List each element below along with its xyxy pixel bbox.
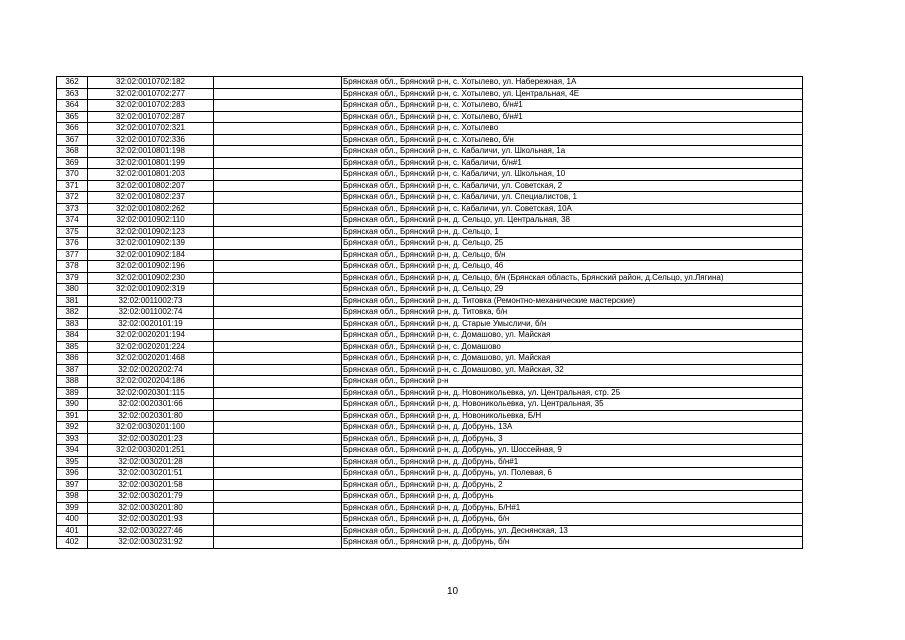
table-row — [57, 307, 803, 319]
empty-cell — [214, 295, 342, 307]
address-cell: Брянская обл., Брянский р-н, д. Титовка (Ремонтно-механические мастерские) — [342, 295, 803, 307]
address-cell: Брянская обл., Брянский р-н, с. Домашово, ул. Майская — [342, 330, 803, 342]
cadastral-number-cell: 32:02:0020202:74 — [88, 364, 214, 376]
table-row — [57, 468, 803, 480]
empty-cell — [214, 456, 342, 468]
empty-cell — [214, 77, 342, 89]
address-cell: Брянская обл., Брянский р-н, д. Старые Умысличи, б/н — [342, 318, 803, 330]
row-number-cell: 401 — [57, 525, 88, 537]
empty-cell — [214, 284, 342, 296]
empty-cell — [214, 157, 342, 169]
cadastral-number-cell: 32:02:0010702:283 — [88, 100, 214, 112]
cadastral-number-cell: 32:02:0010801:198 — [88, 146, 214, 158]
address-cell: Брянская обл., Брянский р-н, с. Домашово, ул. Майская — [342, 353, 803, 365]
cadastral-number-cell: 32:02:0010801:203 — [88, 169, 214, 181]
empty-cell — [214, 192, 342, 204]
empty-cell — [214, 341, 342, 353]
table-row — [57, 261, 803, 273]
cadastral-number-cell: 32:02:0030201:93 — [88, 514, 214, 526]
row-number-cell: 389 — [57, 387, 88, 399]
address-cell: Брянская обл., Брянский р-н, д. Добрунь, ул. Деснянская, 13 — [342, 525, 803, 537]
empty-cell — [214, 364, 342, 376]
cadastral-number-cell: 32:02:0010902:196 — [88, 261, 214, 273]
row-number-cell: 370 — [57, 169, 88, 181]
cadastral-number-cell: 32:02:0010802:207 — [88, 180, 214, 192]
cadastral-number-cell: 32:02:0020204:186 — [88, 376, 214, 388]
table-row — [57, 456, 803, 468]
table-row — [57, 330, 803, 342]
table-row — [57, 169, 803, 181]
address-cell: Брянская обл., Брянский р-н, д. Добрунь, ул. Шоссейная, 9 — [342, 445, 803, 457]
empty-cell — [214, 514, 342, 526]
empty-cell — [214, 387, 342, 399]
table-row — [57, 491, 803, 503]
cadastral-number-cell: 32:02:0020301:115 — [88, 387, 214, 399]
empty-cell — [214, 249, 342, 261]
cadastral-number-cell: 32:02:0010902:230 — [88, 272, 214, 284]
empty-cell — [214, 100, 342, 112]
table-row — [57, 422, 803, 434]
table-row — [57, 318, 803, 330]
address-cell: Брянская обл., Брянский р-н, д. Сельцо, 1 — [342, 226, 803, 238]
row-number-cell: 369 — [57, 157, 88, 169]
row-number-cell: 391 — [57, 410, 88, 422]
table-row — [57, 134, 803, 146]
row-number-cell: 388 — [57, 376, 88, 388]
row-number-cell: 374 — [57, 215, 88, 227]
cadastral-number-cell: 32:02:0010902:184 — [88, 249, 214, 261]
address-cell: Брянская обл., Брянский р-н, д. Сельцо, б/н — [342, 249, 803, 261]
address-cell: Брянская обл., Брянский р-н, д. Добрунь, б/н#1 — [342, 456, 803, 468]
address-cell: Брянская обл., Брянский р-н, д. Добрунь, б/н — [342, 514, 803, 526]
address-cell: Брянская обл., Брянский р-н, д. Титовка, б/н — [342, 307, 803, 319]
address-cell: Брянская обл., Брянский р-н, д. Сельцо, 29 — [342, 284, 803, 296]
empty-cell — [214, 422, 342, 434]
empty-cell — [214, 238, 342, 250]
row-number-cell: 397 — [57, 479, 88, 491]
row-number-cell: 363 — [57, 88, 88, 100]
cadastral-number-cell: 32:02:0020301:80 — [88, 410, 214, 422]
address-cell: Брянская обл., Брянский р-н, с. Кабаличи, ул. Специалистов, 1 — [342, 192, 803, 204]
cadastral-number-cell: 32:02:0030201:28 — [88, 456, 214, 468]
row-number-cell: 362 — [57, 77, 88, 89]
row-number-cell: 365 — [57, 111, 88, 123]
row-number-cell: 368 — [57, 146, 88, 158]
cadastral-number-cell: 32:02:0030201:58 — [88, 479, 214, 491]
address-cell: Брянская обл., Брянский р-н, с. Хотылево — [342, 123, 803, 135]
table-row — [57, 353, 803, 365]
cadastral-number-cell: 32:02:0010902:123 — [88, 226, 214, 238]
table-row — [57, 399, 803, 411]
page-number: 10 — [446, 586, 459, 597]
table-row — [57, 295, 803, 307]
address-cell: Брянская обл., Брянский р-н, д. Новоникольевка, ул. Центральная, стр. 25 — [342, 387, 803, 399]
cadastral-number-cell: 32:02:0020201:468 — [88, 353, 214, 365]
table-row — [57, 445, 803, 457]
address-cell: Брянская обл., Брянский р-н, д. Новоникольевка, ул. Центральная, 35 — [342, 399, 803, 411]
table-row — [57, 272, 803, 284]
table-row — [57, 376, 803, 388]
empty-cell — [214, 215, 342, 227]
table-row — [57, 146, 803, 158]
address-cell: Брянская обл., Брянский р-н, д. Добрунь — [342, 491, 803, 503]
table-row — [57, 192, 803, 204]
row-number-cell: 371 — [57, 180, 88, 192]
table-row — [57, 433, 803, 445]
row-number-cell: 398 — [57, 491, 88, 503]
empty-cell — [214, 123, 342, 135]
address-cell: Брянская обл., Брянский р-н, с. Хотылево, б/н#1 — [342, 111, 803, 123]
cadastral-number-cell: 32:02:0010702:336 — [88, 134, 214, 146]
row-number-cell: 381 — [57, 295, 88, 307]
cadastral-number-cell: 32:02:0030201:80 — [88, 502, 214, 514]
empty-cell — [214, 410, 342, 422]
table-row — [57, 238, 803, 250]
row-number-cell: 383 — [57, 318, 88, 330]
cadastral-number-cell: 32:02:0010802:262 — [88, 203, 214, 215]
row-number-cell: 372 — [57, 192, 88, 204]
table-row — [57, 525, 803, 537]
table-row — [57, 111, 803, 123]
address-cell: Брянская обл., Брянский р-н, д. Добрунь, б/н — [342, 537, 803, 549]
empty-cell — [214, 88, 342, 100]
empty-cell — [214, 272, 342, 284]
row-number-cell: 379 — [57, 272, 88, 284]
table-row — [57, 514, 803, 526]
table-row — [57, 77, 803, 89]
row-number-cell: 390 — [57, 399, 88, 411]
cadastral-number-cell: 32:02:0010802:237 — [88, 192, 214, 204]
cadastral-number-cell: 32:02:0011002:74 — [88, 307, 214, 319]
address-cell: Брянская обл., Брянский р-н, с. Хотылево, ул. Набережная, 1А — [342, 77, 803, 89]
table-row — [57, 123, 803, 135]
row-number-cell: 395 — [57, 456, 88, 468]
empty-cell — [214, 353, 342, 365]
row-number-cell: 396 — [57, 468, 88, 480]
row-number-cell: 377 — [57, 249, 88, 261]
cadastral-number-cell: 32:02:0010801:199 — [88, 157, 214, 169]
empty-cell — [214, 376, 342, 388]
row-number-cell: 376 — [57, 238, 88, 250]
row-number-cell: 382 — [57, 307, 88, 319]
empty-cell — [214, 146, 342, 158]
empty-cell — [214, 479, 342, 491]
cadastral-number-cell: 32:02:0010702:182 — [88, 77, 214, 89]
table-row — [57, 100, 803, 112]
address-cell: Брянская обл., Брянский р-н, с. Кабаличи, ул. Советская, 2 — [342, 180, 803, 192]
table-row — [57, 502, 803, 514]
empty-cell — [214, 134, 342, 146]
table-row — [57, 387, 803, 399]
cadastral-number-cell: 32:02:0010702:287 — [88, 111, 214, 123]
cadastral-number-cell: 32:02:0010702:321 — [88, 123, 214, 135]
cadastral-number-cell: 32:02:0010902:139 — [88, 238, 214, 250]
registry-table-body — [57, 77, 803, 549]
address-cell: Брянская обл., Брянский р-н, д. Добрунь, 3 — [342, 433, 803, 445]
empty-cell — [214, 525, 342, 537]
address-cell: Брянская обл., Брянский р-н, с. Кабаличи, ул. Школьная, 1а — [342, 146, 803, 158]
table-row — [57, 410, 803, 422]
address-cell: Брянская обл., Брянский р-н — [342, 376, 803, 388]
address-cell: Брянская обл., Брянский р-н, с. Хотылево, б/н#1 — [342, 100, 803, 112]
cadastral-number-cell: 32:02:0020201:224 — [88, 341, 214, 353]
cadastral-number-cell: 32:02:0030231:92 — [88, 537, 214, 549]
table-row — [57, 226, 803, 238]
empty-cell — [214, 433, 342, 445]
row-number-cell: 387 — [57, 364, 88, 376]
empty-cell — [214, 318, 342, 330]
empty-cell — [214, 261, 342, 273]
address-cell: Брянская обл., Брянский р-н, с. Домашово — [342, 341, 803, 353]
row-number-cell: 392 — [57, 422, 88, 434]
row-number-cell: 393 — [57, 433, 88, 445]
cadastral-number-cell: 32:02:0030201:100 — [88, 422, 214, 434]
address-cell: Брянская обл., Брянский р-н, д. Добрунь, ул. Полевая, 6 — [342, 468, 803, 480]
table-row — [57, 249, 803, 261]
cadastral-number-cell: 32:02:0030201:79 — [88, 491, 214, 503]
empty-cell — [214, 468, 342, 480]
empty-cell — [214, 226, 342, 238]
empty-cell — [214, 399, 342, 411]
row-number-cell: 394 — [57, 445, 88, 457]
empty-cell — [214, 180, 342, 192]
empty-cell — [214, 537, 342, 549]
empty-cell — [214, 445, 342, 457]
cadastral-number-cell: 32:02:0010702:277 — [88, 88, 214, 100]
cadastral-number-cell: 32:02:0030227:46 — [88, 525, 214, 537]
row-number-cell: 375 — [57, 226, 88, 238]
address-cell: Брянская обл., Брянский р-н, д. Добрунь, 13А — [342, 422, 803, 434]
row-number-cell: 378 — [57, 261, 88, 273]
address-cell: Брянская обл., Брянский р-н, с. Домашово, ул. Майская, 32 — [342, 364, 803, 376]
cadastral-number-cell: 32:02:0030201:251 — [88, 445, 214, 457]
cadastral-number-cell: 32:02:0020301:66 — [88, 399, 214, 411]
address-cell: Брянская обл., Брянский р-н, д. Новоникольевка, Б/Н — [342, 410, 803, 422]
empty-cell — [214, 111, 342, 123]
address-cell: Брянская обл., Брянский р-н, д. Добрунь, Б/Н#1 — [342, 502, 803, 514]
cadastral-number-cell: 32:02:0030201:23 — [88, 433, 214, 445]
table-row — [57, 537, 803, 549]
row-number-cell: 367 — [57, 134, 88, 146]
row-number-cell: 364 — [57, 100, 88, 112]
table-row — [57, 180, 803, 192]
table-row — [57, 284, 803, 296]
row-number-cell: 399 — [57, 502, 88, 514]
address-cell: Брянская обл., Брянский р-н, д. Сельцо, 46 — [342, 261, 803, 273]
row-number-cell: 400 — [57, 514, 88, 526]
empty-cell — [214, 307, 342, 319]
cadastral-number-cell: 32:02:0020201:194 — [88, 330, 214, 342]
row-number-cell: 385 — [57, 341, 88, 353]
empty-cell — [214, 203, 342, 215]
table-row — [57, 215, 803, 227]
table-row — [57, 88, 803, 100]
cadastral-number-cell: 32:02:0030201:51 — [88, 468, 214, 480]
row-number-cell: 402 — [57, 537, 88, 549]
row-number-cell: 386 — [57, 353, 88, 365]
address-cell: Брянская обл., Брянский р-н, с. Хотылево, б/н — [342, 134, 803, 146]
empty-cell — [214, 502, 342, 514]
cadastral-number-cell: 32:02:0010902:319 — [88, 284, 214, 296]
address-cell: Брянская обл., Брянский р-н, д. Сельцо, ул. Центральная, 38 — [342, 215, 803, 227]
table-row — [57, 157, 803, 169]
address-cell: Брянская обл., Брянский р-н, с. Кабаличи, ул. Школьная, 10 — [342, 169, 803, 181]
row-number-cell: 366 — [57, 123, 88, 135]
address-cell: Брянская обл., Брянский р-н, с. Кабаличи, б/н#1 — [342, 157, 803, 169]
cadastral-number-cell: 32:02:0020101:19 — [88, 318, 214, 330]
address-cell: Брянская обл., Брянский р-н, д. Сельцо, б/н (Брянская область, Брянский район, д.Сельцо, ул.Лягина) — [342, 272, 803, 284]
cadastral-number-cell: 32:02:0011002:73 — [88, 295, 214, 307]
empty-cell — [214, 491, 342, 503]
row-number-cell: 373 — [57, 203, 88, 215]
address-cell: Брянская обл., Брянский р-н, с. Кабаличи, ул. Советская, 10А — [342, 203, 803, 215]
table-row — [57, 203, 803, 215]
table-row — [57, 479, 803, 491]
row-number-cell: 380 — [57, 284, 88, 296]
table-row — [57, 341, 803, 353]
table-row — [57, 364, 803, 376]
empty-cell — [214, 169, 342, 181]
registry-table — [56, 76, 803, 549]
row-number-cell: 384 — [57, 330, 88, 342]
address-cell: Брянская обл., Брянский р-н, д. Добрунь, 2 — [342, 479, 803, 491]
cadastral-number-cell: 32:02:0010902:110 — [88, 215, 214, 227]
address-cell: Брянская обл., Брянский р-н, д. Сельцо, 25 — [342, 238, 803, 250]
address-cell: Брянская обл., Брянский р-н, с. Хотылево, ул. Центральная, 4Е — [342, 88, 803, 100]
empty-cell — [214, 330, 342, 342]
